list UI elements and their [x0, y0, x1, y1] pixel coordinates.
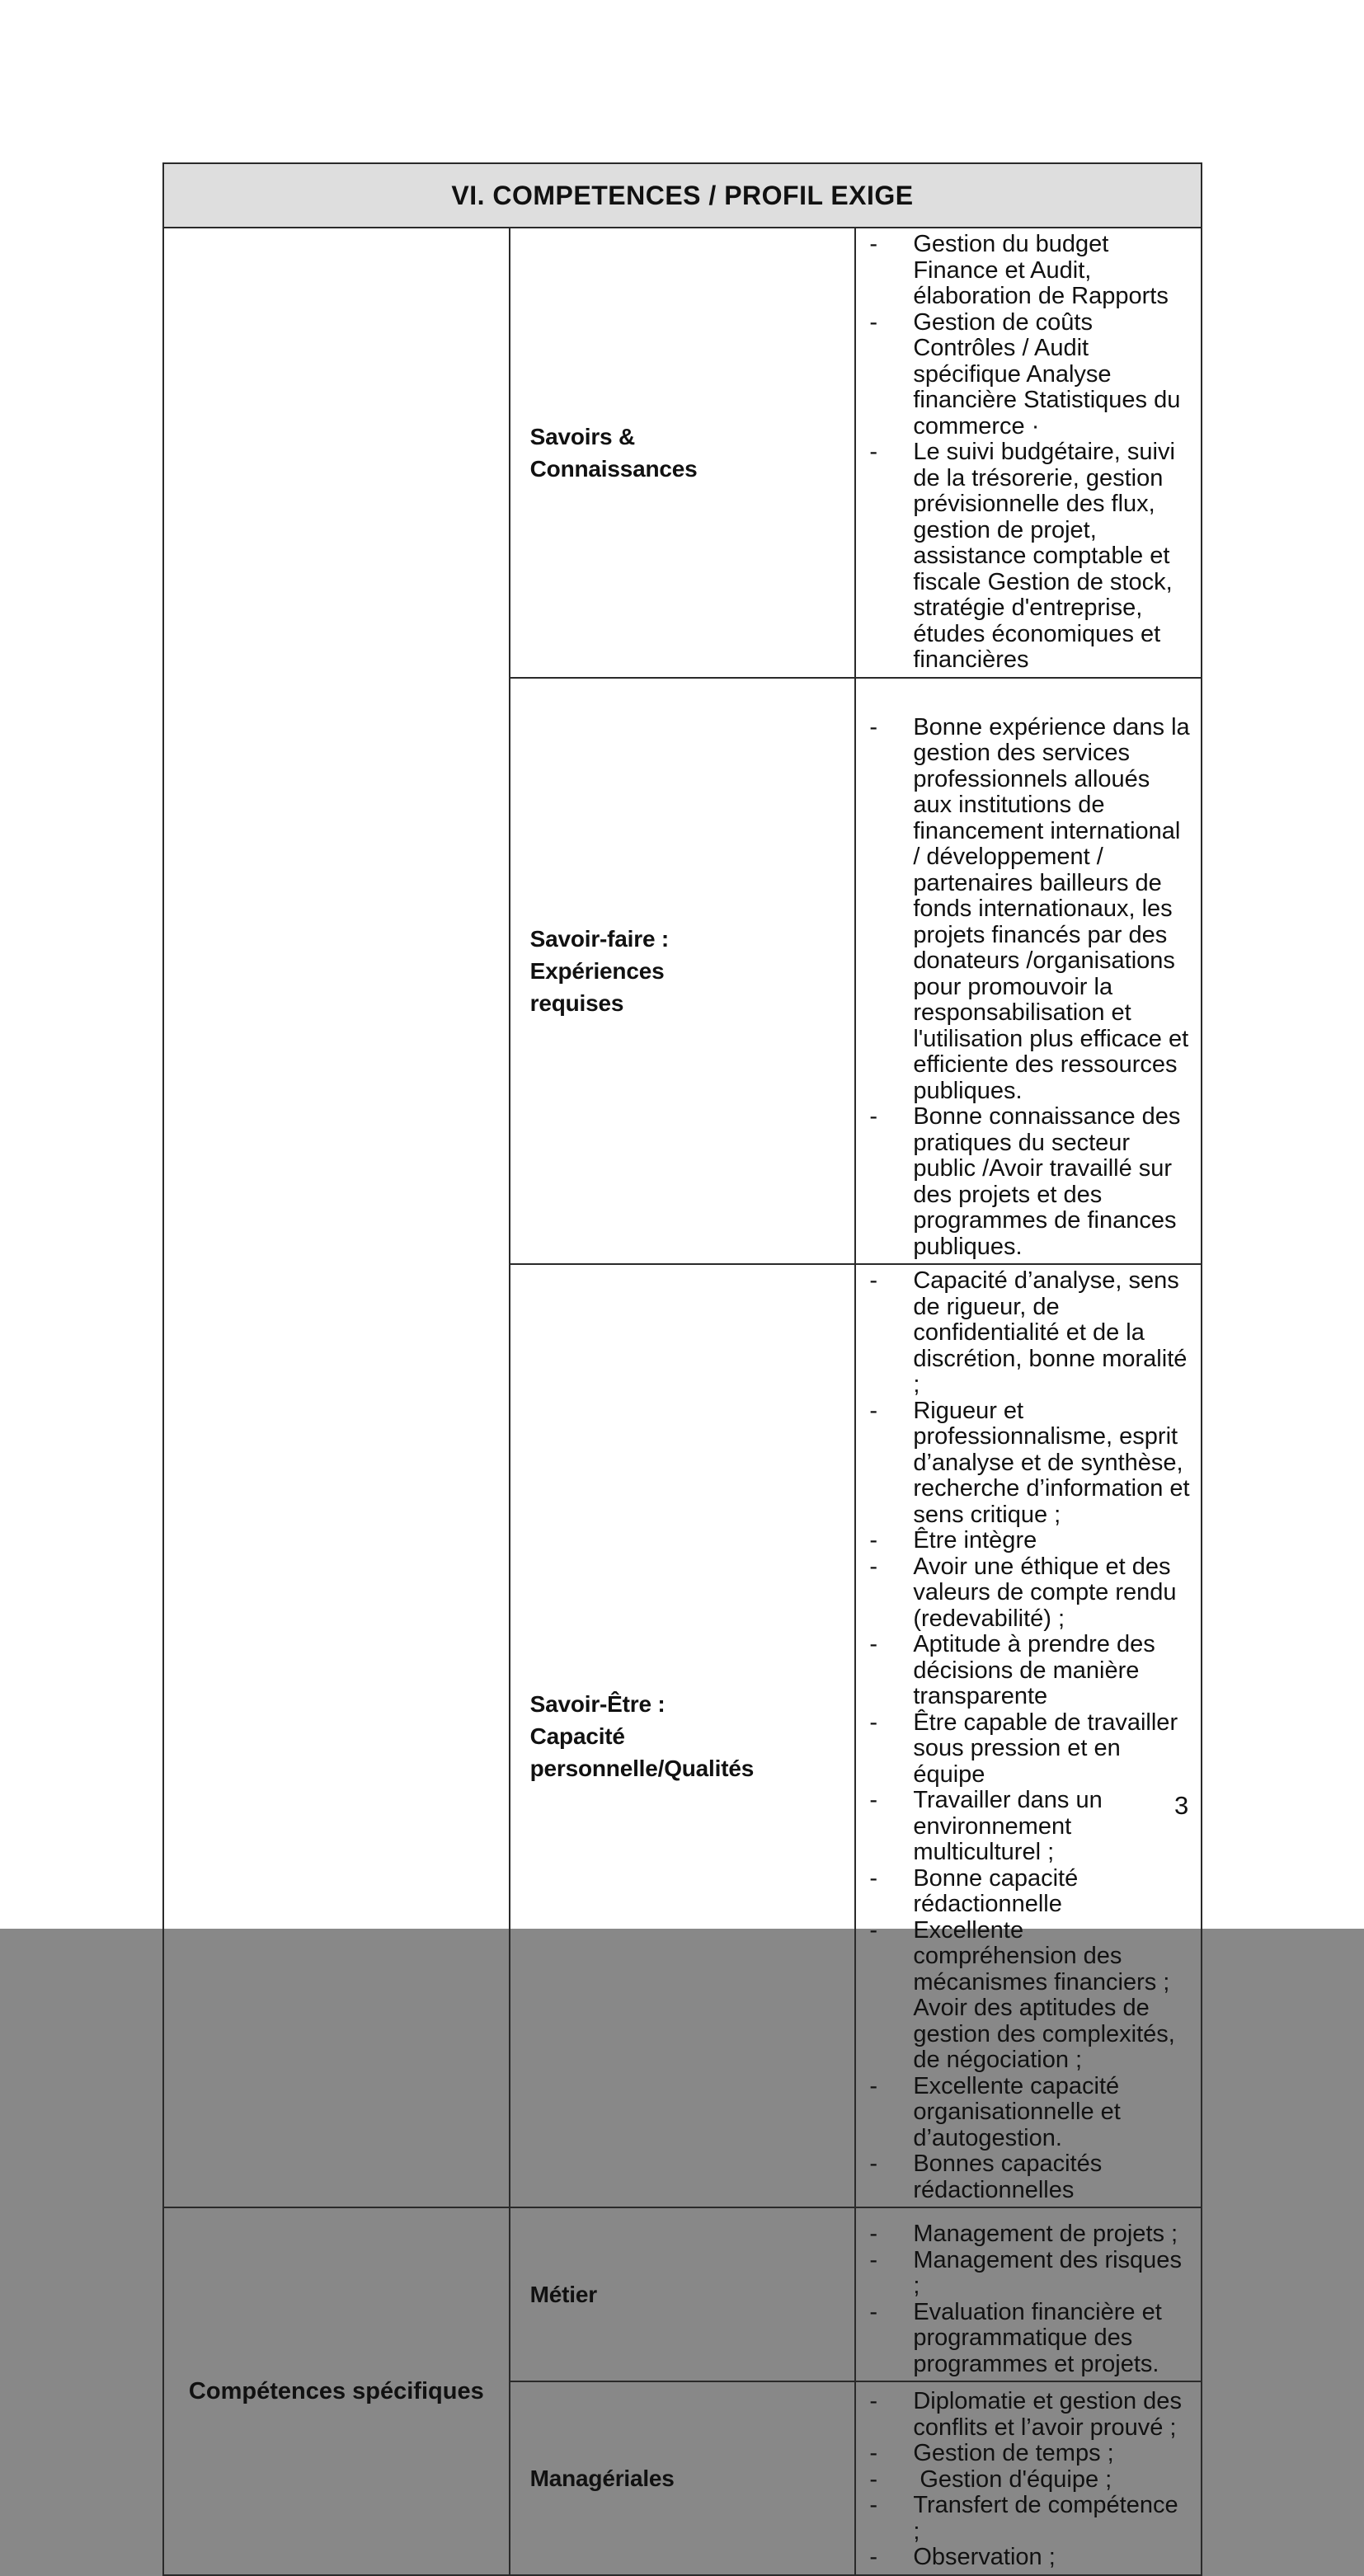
bullet-text: Gestion du budget Finance et Audit, élaboration de Rapports — [913, 231, 1169, 309]
bullet-text: Travailler dans un environnement multiculturel ; — [913, 1787, 1109, 1865]
bullet-dash: - — [869, 2221, 877, 2247]
bullet-item — [856, 2151, 1191, 2203]
label-savoir-etre — [510, 1264, 856, 2207]
bullet-text: Bonne capacité rédactionnelle — [913, 1864, 1085, 1917]
bullet-dash: - — [869, 1527, 877, 1554]
left-empty-cell — [163, 228, 510, 2207]
bullet-item — [856, 440, 1191, 674]
page-number: 3 — [1174, 1791, 1189, 1820]
bullet-dash: - — [869, 1631, 877, 1657]
bullet-dash: - — [869, 1397, 877, 1424]
bullet-text: Être intègre — [913, 1527, 1037, 1554]
bullet-dash: - — [869, 1103, 877, 1130]
bullet-dash: - — [869, 2466, 877, 2493]
bullet-text: Bonne expérience dans la gestion des services professionnels alloués aux institutions de financement international / développement / partenaires bailleurs de fonds internationaux, les projets financés par des donateurs /organisations pour promouvoir la responsabilisation et l'utilisation plus efficace et efficiente des ressources publiques. — [913, 713, 1197, 1104]
bullet-dash: - — [869, 1787, 877, 1813]
bullet-text: Capacité d’analyse, sens de rigueur, de confidentialité et de la discrétion, bonne moralité ; — [913, 1267, 1194, 1398]
label-line: Expériences — [529, 957, 665, 984]
label-line: personnelle/Qualités — [529, 1755, 755, 1781]
bullet-dash: - — [869, 2298, 877, 2325]
cell-savoir-faire-bullets — [855, 678, 1202, 1265]
bullet-item — [856, 1632, 1191, 1710]
bullet-text: Aptitude à prendre des décisions de manière transparente — [913, 1631, 1162, 1709]
bullet-text: Bonnes capacités rédactionnelles — [913, 2151, 1109, 2203]
bullet-text: Bonne connaissance des pratiques du secteur public /Avoir travaillé sur des projets et des programmes de finances publiques. — [913, 1103, 1188, 1260]
bullet-text: Diplomatie et gestion des conflits et l’avoir prouvé ; — [913, 2388, 1189, 2441]
bullet-item — [856, 310, 1191, 440]
label-line: Connaissances — [529, 455, 698, 482]
bullet-item — [856, 232, 1191, 310]
bullet-dash: - — [869, 2072, 877, 2099]
label-line: Savoir-faire : — [529, 925, 670, 952]
bullet-list — [856, 2382, 1201, 2574]
bullet-item — [856, 2248, 1191, 2300]
bullet-dash: - — [869, 2544, 877, 2570]
label-line: Managériales — [529, 2465, 675, 2491]
bullet-item — [856, 2545, 1191, 2571]
bullet-text: Management des risques ; — [913, 2246, 1189, 2299]
bullet-dash: - — [869, 1864, 877, 1892]
bullet-text: Le suivi budgétaire, suivi de la trésorerie, gestion prévisionnelle des flux, gestion de projet, assistance comptable et fiscale Gestion de stock, stratégie d'entreprise, études économiques et financières — [913, 439, 1182, 673]
cell-savoir-etre-bullets — [855, 1264, 1202, 2207]
competences-table — [162, 162, 1202, 2576]
bullet-list — [856, 228, 1201, 677]
bullet-dash: - — [869, 308, 877, 336]
bullet-list — [856, 679, 1201, 1264]
bullet-text: Evaluation financière et programmatique des programmes et projets. — [913, 2298, 1169, 2377]
bullet-text: Gestion de coûts Contrôles / Audit spécifique Analyse financière Statistiques du commerce · — [913, 308, 1188, 440]
bullet-list — [856, 2208, 1201, 2381]
bullet-text: Rigueur et professionnalisme, esprit d’analyse et de synthèse, recherche d’information et sens critique ; — [913, 1397, 1197, 1528]
label-line: Savoirs & — [529, 423, 636, 449]
bullet-dash: - — [869, 2246, 877, 2273]
bullet-text: Être capable de travailler sous pression et en équipe — [913, 1709, 1185, 1788]
bullet-dash: - — [869, 713, 877, 740]
bullet-text: Avoir une éthique et des valeurs de compte rendu (redevabilité) ; — [913, 1553, 1183, 1632]
bullet-item — [856, 1397, 1197, 1529]
bullet-text: Transfert de compétence ; — [913, 2492, 1185, 2545]
bullet-text: Excellente capacité organisationnelle et d’autogestion. — [913, 2072, 1127, 2151]
bullet-dash: - — [869, 1267, 877, 1294]
bullet-item — [856, 2389, 1191, 2441]
label-savoirs-connaissances — [510, 228, 856, 678]
bullet-item — [856, 1866, 1191, 1918]
table-title: VI. COMPETENCES / PROFIL EXIGE — [163, 163, 1202, 228]
bullet-item — [856, 2074, 1191, 2152]
label-manageriales — [510, 2381, 856, 2575]
bullet-item — [856, 1554, 1191, 1633]
label-metier — [510, 2207, 856, 2381]
cell-manageriales-bullets — [855, 2381, 1202, 2575]
bullet-item — [856, 2467, 1191, 2494]
bullet-text: Excellente compréhension des mécanismes financiers ; Avoir des aptitudes de gestion des complexités, de négociation ; — [913, 1916, 1182, 2073]
bullet-item — [856, 2300, 1191, 2378]
bullet-dash: - — [869, 2440, 877, 2466]
label-line: Savoir-Être : — [529, 1690, 666, 1717]
label-savoir-faire — [510, 678, 856, 1265]
group-label-competences-specifiques: Compétences spécifiques — [163, 2207, 510, 2575]
bullet-dash: - — [869, 1916, 877, 1944]
bullet-list — [856, 1265, 1201, 2207]
bullet-item — [856, 1104, 1191, 1260]
label-line: Métier — [529, 2282, 597, 2307]
bullet-item — [856, 2493, 1191, 2545]
label-line: requises — [529, 990, 624, 1016]
bullet-dash: - — [869, 439, 877, 465]
bullet-item — [856, 713, 1197, 1105]
bullet-item — [856, 1918, 1191, 2074]
bullet-dash: - — [869, 2492, 877, 2518]
bullet-item — [856, 1710, 1191, 1789]
bullet-text: Gestion de temps ; — [913, 2440, 1114, 2466]
cell-savoirs-bullets — [855, 228, 1202, 678]
bullet-item — [856, 2441, 1191, 2467]
bullet-item — [856, 1528, 1191, 1554]
bullet-dash: - — [869, 2151, 877, 2177]
bullet-item — [856, 2221, 1191, 2248]
bullet-item — [856, 1267, 1194, 1398]
bullet-dash: - — [869, 231, 877, 257]
bullet-dash: - — [869, 2388, 877, 2414]
cell-metier-bullets — [855, 2207, 1202, 2381]
bullet-item — [856, 1788, 1191, 1866]
bullet-dash: - — [869, 1553, 877, 1580]
bullet-text: Management de projets ; — [913, 2221, 1178, 2247]
bullet-text: Observation ; — [913, 2544, 1056, 2570]
bullet-text: Gestion d'équipe ; — [913, 2466, 1112, 2493]
label-line: Capacité — [529, 1723, 625, 1749]
bullet-dash: - — [869, 1709, 877, 1736]
